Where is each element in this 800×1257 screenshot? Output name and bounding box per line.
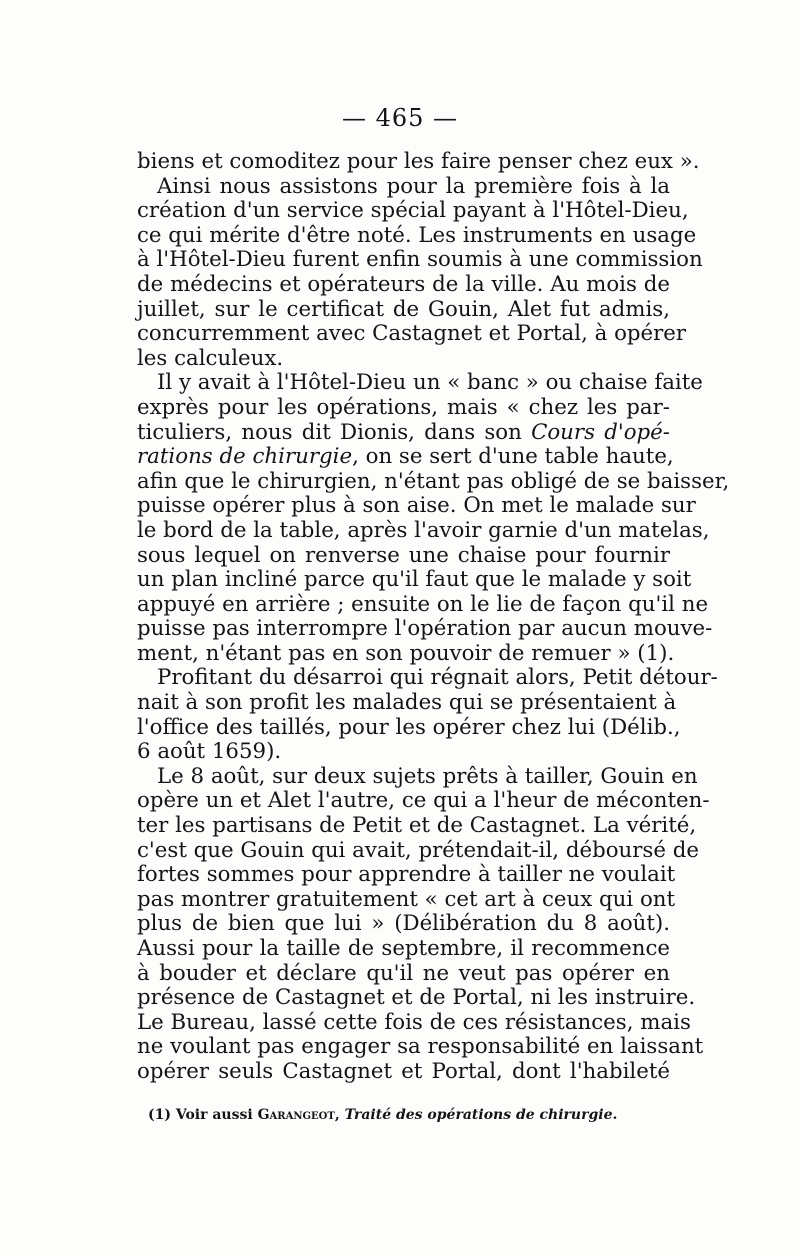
text-line: puisse pas interrompre l'opération par aucun mouve-	[137, 616, 713, 642]
page-number: — 465 —	[341, 104, 459, 132]
text-line: Ainsi nous assistons pour la première fois à la	[157, 173, 670, 199]
text-line	[137, 444, 674, 470]
text-line: nait à son profit les malades qui se présentaient à	[137, 690, 677, 716]
text-line: opère un et Alet l'autre, ce qui a l'heur de méconten-	[137, 788, 710, 814]
text-line: puisse opérer plus à son aise. On met le malade sur	[137, 493, 696, 519]
text-line: c'est que Gouin qui avait, prétendait-il, déboursé de	[137, 837, 699, 863]
text-line: Le Bureau, lassé cette fois de ces résistances, mais	[137, 1009, 691, 1035]
text-line: ce qui mérite d'être noté. Les instruments en usage	[137, 222, 697, 248]
text-line: juillet, sur le certificat de Gouin, Alet fut admis,	[137, 296, 670, 322]
text-line: un plan incliné parce qu'il faut que le malade y soit	[137, 567, 692, 593]
text-line: concurremment avec Castagnet et Portal, à opérer	[137, 321, 687, 347]
text-segment: ticuliers, nous dit Dionis, dans son	[137, 419, 532, 445]
text-line: les calculeux.	[137, 345, 284, 371]
footnote-separator: ,	[334, 1107, 345, 1123]
text-line: appuyé en arrière ; ensuite on le lie de façon qu'il ne	[137, 591, 709, 617]
footnote	[148, 1106, 668, 1124]
text-line: opérer seuls Castagnet et Portal, dont l'habileté	[137, 1058, 670, 1084]
text-line: Le 8 août, sur deux sujets prêts à tailler, Gouin en	[157, 763, 698, 789]
text-line: ment, n'étant pas en son pouvoir de remuer » (1).	[137, 640, 675, 666]
book-title-italic: rations de chirurgie	[137, 444, 353, 470]
text-line: création d'un service spécial payant à l'Hôtel-Dieu,	[137, 198, 689, 224]
text-line: présence de Castagnet et de Portal, ni les instruire.	[137, 985, 696, 1011]
text-line: de médecins et opérateurs de la ville. Au mois de	[137, 271, 670, 297]
text-line: fortes sommes pour apprendre à tailler ne voulait	[137, 862, 676, 888]
text-segment: , on se sert d'une table haute,	[352, 444, 674, 470]
text-line: plus de bien que lui » (Délibération du 8 août).	[137, 911, 670, 937]
text-line: Profitant du désarroi qui régnait alors, Petit détour-	[157, 665, 718, 691]
text-line: à l'Hôtel-Dieu furent enfin soumis à une commission	[137, 247, 703, 273]
footnote-marker: (1) Voir aussi	[148, 1107, 258, 1123]
footnote-title: Traité des opérations de chirurgie.	[344, 1107, 618, 1123]
text-line: Il y avait à l'Hôtel-Dieu un « banc » ou chaise faite	[157, 370, 703, 396]
text-line: le bord de la table, après l'avoir garnie d'un matelas,	[137, 517, 710, 543]
text-line: à bouder et déclare qu'il ne veut pas opérer en	[137, 960, 670, 986]
text-line: pas montrer gratuitement « cet art à ceux qui ont	[137, 886, 676, 912]
text-line: 6 août 1659).	[137, 739, 282, 765]
text-line: afin que le chirurgien, n'étant pas obligé de se baisser,	[137, 468, 730, 494]
text-line: biens et comoditez pour les faire penser chez eux ».	[137, 149, 700, 174]
text-line	[137, 421, 670, 446]
text-line: ter les partisans de Petit et de Castagnet. La vérité,	[137, 813, 697, 839]
text-line: sous lequel on renverse une chaise pour fournir	[137, 542, 670, 568]
text-line: ne voulant pas engager sa responsabilité en laissant	[137, 1034, 704, 1060]
text-line: exprès pour les opérations, mais « chez les par-	[137, 394, 670, 420]
text-line: Aussi pour la taille de septembre, il recommence	[137, 936, 670, 961]
footnote-author: Garangeot	[257, 1107, 335, 1123]
text-line: l'office des taillés, pour les opérer chez lui (Délib.,	[137, 714, 681, 740]
book-title-italic: Cours d'opé-	[531, 419, 670, 445]
body-text	[137, 149, 730, 1085]
